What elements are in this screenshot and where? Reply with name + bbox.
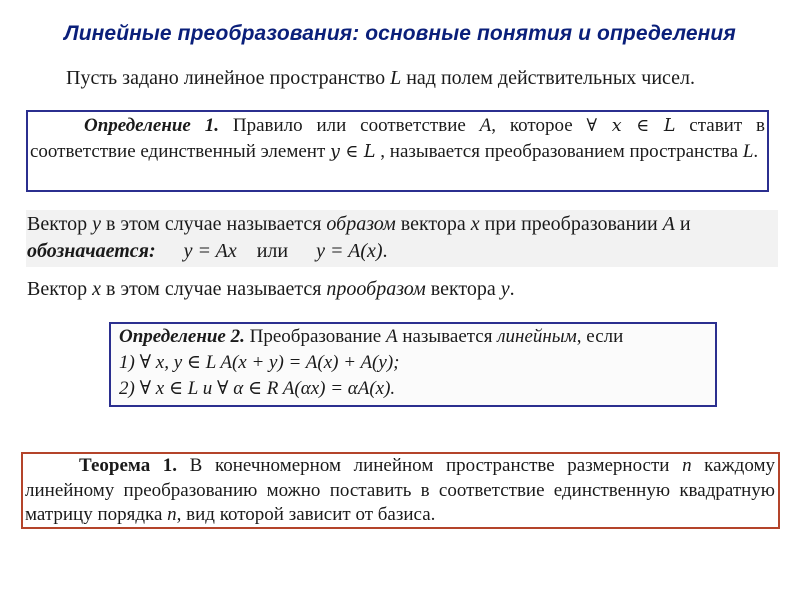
definition-2-text-part: Преобразование	[244, 326, 386, 347]
sentence-part: при преобразовании	[479, 213, 663, 235]
image-sentence	[27, 213, 691, 236]
theorem-1-text-part: В конечномерном линейном пространстве размерности	[177, 455, 683, 476]
operator-symbol: A	[385, 326, 398, 347]
formula-y-a-of-x: y = A(x)	[316, 240, 383, 262]
sentence-period: .	[382, 240, 388, 262]
sentence-part: и	[674, 213, 691, 235]
preimage-sentence	[27, 278, 515, 301]
space-variable: L	[742, 141, 754, 162]
notation-sentence	[27, 240, 388, 263]
operator-symbol: A	[662, 213, 675, 235]
definition-2-text-part: , если	[576, 326, 624, 347]
space-variable: L	[390, 67, 402, 89]
or-word: или	[256, 240, 289, 262]
page-title: Линейные преобразования: основные понятия и определения	[64, 22, 736, 45]
vector-y: y	[500, 278, 510, 300]
definition-1-period: .	[753, 141, 759, 162]
definition-1-text-part: ставит в соответствие единственный элемент	[30, 115, 765, 162]
condition-1: 1) ∀ x, y ∈ L A(x + y) = A(x) + A(y);	[119, 352, 400, 373]
sentence-part: Вектор	[27, 278, 93, 300]
sentence-part: вектора	[425, 278, 501, 300]
dimension-n: n	[682, 455, 692, 476]
definition-1-text-part: , которое	[491, 115, 587, 136]
sentence-part: в этом случае называется	[101, 278, 327, 300]
theorem-1-label: Теорема 1.	[79, 455, 178, 476]
vector-y: y	[92, 213, 102, 235]
definition-1-text-part: , называется преобразованием пространства	[375, 141, 743, 162]
formula-y-ax: y = Ax	[183, 240, 237, 262]
definition-2-label: Определение 2.	[119, 326, 245, 347]
sentence-part: вектора	[395, 213, 471, 235]
definition-2-text-part: называется	[397, 326, 498, 347]
theorem-1-box	[21, 452, 780, 529]
vector-x: x	[92, 278, 102, 300]
theorem-1-text-part: , вид которой зависит от базиса.	[176, 504, 436, 525]
term-linear: линейным	[497, 326, 577, 347]
forall-formula: ∀ x ∈ L	[586, 116, 676, 136]
term-preimage: прообразом	[326, 278, 426, 300]
intro-sentence	[66, 67, 695, 90]
definition-2-header	[119, 324, 707, 350]
sentence-part: в этом случае называется	[101, 213, 327, 235]
theorem-1-text-part: каждому линейному преобразованию можно поставить в соответствие единственную квадратную матрицу порядка	[25, 455, 775, 525]
definition-1-box	[26, 110, 769, 192]
sentence-period: .	[509, 278, 515, 300]
definition-1-text-part: Правило или соответствие	[218, 115, 480, 136]
theorem-1-text	[25, 454, 775, 528]
term-image: образом	[326, 213, 396, 235]
definition-2-box	[109, 322, 717, 407]
vector-x: x	[470, 213, 480, 235]
sentence-part: Вектор	[27, 213, 93, 235]
matrix-order-n: n	[167, 504, 177, 525]
definition-1-text	[30, 113, 765, 165]
notation-label: обозначается:	[27, 240, 156, 262]
operator-symbol: A	[479, 115, 492, 136]
intro-text: Пусть задано линейное пространство	[66, 67, 391, 89]
intro-text-end: над полем действительных чисел.	[401, 67, 696, 89]
definition-1-label: Определение 1.	[84, 115, 219, 136]
condition-2: 2) ∀ x ∈ L и ∀ α ∈ R A(αx) = αA(x).	[119, 378, 396, 399]
membership-formula: y ∈ L	[330, 142, 376, 162]
